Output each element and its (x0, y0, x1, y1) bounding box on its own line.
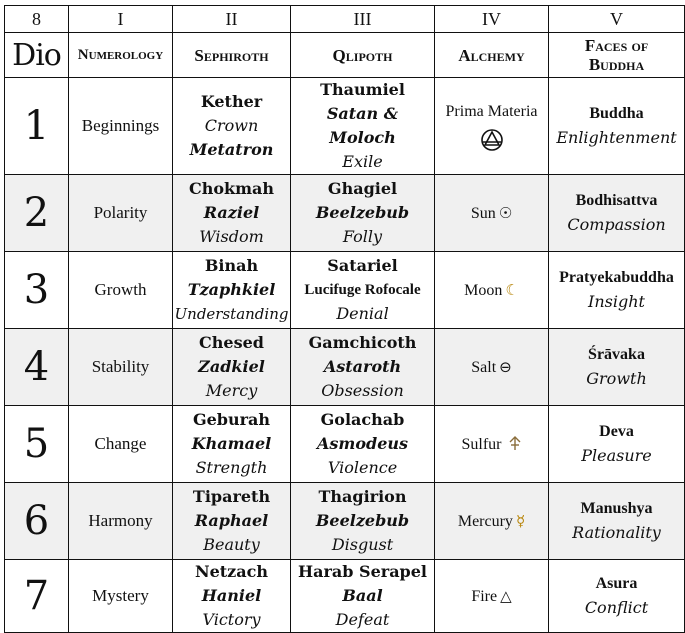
sephirah-meaning: Victory (202, 610, 261, 629)
prima-materia-icon (480, 128, 504, 152)
salt-icon: ⊖ (499, 357, 512, 376)
alchemy-name: Prima Materia (445, 103, 538, 120)
qlipoth-cell (291, 175, 435, 252)
buddha-cell (549, 252, 685, 329)
header-buddha-line1: Faces of (584, 36, 649, 55)
header-alchemy: Alchemy (435, 33, 549, 78)
buddha-cell (549, 175, 685, 252)
sephiroth-cell (173, 329, 291, 406)
numerology-cell: Stability (69, 329, 173, 406)
sephirah-angel: Haniel (201, 586, 262, 605)
sephirah-angel: Khamael (191, 434, 272, 453)
alchemy-cell (435, 406, 549, 483)
header-row (5, 33, 685, 78)
qlipah-vice: Exile (342, 152, 383, 171)
buddha-face: Manushya (580, 500, 653, 517)
qlipah-demon: Satan & Moloch (326, 104, 399, 147)
buddha-face: Śrāvaka (588, 346, 645, 363)
sephirah-name: Netzach (194, 562, 269, 581)
qlipah-vice: Disgust (331, 535, 394, 554)
header-qlipoth: Qlipoth (291, 33, 435, 78)
alchemy-cell (435, 175, 549, 252)
row-number: 1 (5, 78, 69, 175)
buddha-quality: Compassion (567, 215, 666, 234)
sephirah-meaning: Mercy (205, 381, 258, 400)
buddha-cell (549, 78, 685, 175)
sephiroth-cell (173, 175, 291, 252)
sephirah-meaning: Wisdom (199, 227, 264, 246)
roman-numeral-row (5, 6, 685, 33)
sephirah-name: Chesed (199, 333, 264, 352)
col-numeral-5: V (549, 6, 685, 33)
numerology-cell: Mystery (69, 560, 173, 633)
table-row (5, 78, 685, 175)
row-number: 3 (5, 252, 69, 329)
header-numerology: Numerology (69, 33, 173, 78)
qlipah-vice: Defeat (335, 610, 390, 629)
buddha-quality: Conflict (584, 598, 649, 617)
qlipah-name: Satariel (327, 256, 398, 275)
alchemy-cell (435, 78, 549, 175)
qlipoth-cell (291, 252, 435, 329)
qlipoth-cell (291, 560, 435, 633)
alchemy-name: Moon (464, 281, 503, 299)
sephirah-angel: Zadkiel (198, 357, 265, 376)
qlipah-vice: Violence (327, 458, 398, 477)
sephiroth-cell (173, 406, 291, 483)
col-numeral-4: IV (435, 6, 549, 33)
table-row (5, 252, 685, 329)
buddha-cell (549, 483, 685, 560)
sephirah-angel: Raziel (203, 203, 260, 222)
numerology-cell: Harmony (69, 483, 173, 560)
corner-cell: 8 (5, 6, 69, 33)
alchemy-name: Mercury (457, 512, 513, 530)
qlipah-vice: Folly (342, 227, 383, 246)
header-faces-of-buddha (549, 33, 685, 78)
buddha-cell (549, 406, 685, 483)
sephirah-angel: Metatron (189, 140, 274, 159)
alchemy-name: Sun (470, 204, 496, 222)
sephiroth-cell (173, 78, 291, 175)
row-number: 6 (5, 483, 69, 560)
qlipoth-cell (291, 329, 435, 406)
sephirah-meaning: Beauty (203, 535, 260, 554)
sun-icon: ☉ (498, 203, 513, 222)
mercury-icon: ☿ (515, 511, 526, 530)
numerology-cell: Beginnings (69, 78, 173, 175)
sephiroth-cell (173, 252, 291, 329)
sephirah-name: Chokmah (188, 179, 275, 198)
qlipah-name: Golachab (320, 410, 405, 429)
correspondence-table (4, 5, 685, 633)
col-numeral-1: I (69, 6, 173, 33)
sephirah-angel: Tzaphkiel (187, 280, 276, 299)
alchemy-cell (435, 483, 549, 560)
header-dio: Dio (5, 33, 69, 78)
header-sephiroth: Sephiroth (173, 33, 291, 78)
buddha-quality: Rationality (572, 523, 661, 542)
sephirah-name: Binah (204, 256, 259, 275)
buddha-face: Pratyekabuddha (559, 269, 674, 286)
buddha-quality: Pleasure (581, 446, 652, 465)
buddha-face: Asura (595, 575, 638, 592)
sulfur-icon (508, 435, 522, 451)
sephirah-name: Tipareth (192, 487, 271, 506)
qlipoth-cell (291, 483, 435, 560)
alchemy-name: Fire (471, 587, 498, 605)
qlipah-name: Thaumiel (320, 80, 405, 99)
sephirah-meaning: Strength (195, 458, 268, 477)
qlipah-demon: Asmodeus (316, 434, 409, 453)
fire-icon: △ (500, 586, 512, 605)
buddha-quality: Growth (586, 369, 647, 388)
qlipoth-cell (291, 406, 435, 483)
sephirah-name: Geburah (192, 410, 271, 429)
buddha-face: Bodhisattva (575, 192, 658, 209)
col-numeral-3: III (291, 6, 435, 33)
buddha-cell (549, 329, 685, 406)
table-row (5, 483, 685, 560)
qlipah-vice: Denial (336, 304, 389, 323)
numerology-cell: Polarity (69, 175, 173, 252)
qlipah-vice: Obsession (321, 381, 404, 400)
alchemy-name: Sulfur (461, 435, 502, 453)
qlipoth-cell (291, 78, 435, 175)
buddha-face: Buddha (589, 105, 644, 122)
sephirah-meaning: Crown (204, 116, 259, 135)
row-number: 4 (5, 329, 69, 406)
row-number: 7 (5, 560, 69, 633)
numerology-cell: Growth (69, 252, 173, 329)
qlipah-demon: Baal (342, 586, 383, 605)
sephirah-name: Kether (200, 92, 263, 111)
header-buddha-line2: Buddha (588, 55, 645, 74)
numerology-cell: Change (69, 406, 173, 483)
table-row (5, 329, 685, 406)
qlipah-name: Gamchicoth (308, 333, 417, 352)
sephirah-angel: Raphael (194, 511, 269, 530)
qlipah-name: Ghagiel (327, 179, 398, 198)
table-row (5, 175, 685, 252)
sephiroth-cell (173, 483, 291, 560)
alchemy-name: Salt (471, 358, 497, 376)
table-row (5, 406, 685, 483)
buddha-quality: Insight (588, 292, 645, 311)
col-numeral-2: II (173, 6, 291, 33)
buddha-quality: Enlightenment (556, 128, 677, 147)
alchemy-cell (435, 329, 549, 406)
buddha-face: Deva (599, 423, 634, 440)
row-number: 5 (5, 406, 69, 483)
sephirah-meaning: Understanding (174, 305, 289, 323)
qlipah-name: Harab Serapel (297, 562, 427, 581)
qlipah-name: Thagirion (318, 487, 407, 506)
sephiroth-cell (173, 560, 291, 633)
table-row (5, 560, 685, 633)
buddha-cell (549, 560, 685, 633)
alchemy-cell (435, 560, 549, 633)
qlipah-demon: Beelzebub (315, 203, 410, 222)
row-number: 2 (5, 175, 69, 252)
qlipah-demon: Beelzebub (315, 511, 410, 530)
moon-icon: ☾ (505, 280, 519, 299)
qlipah-demon: Astaroth (323, 357, 402, 376)
qlipah-demon: Lucifuge Rofocale (304, 282, 421, 298)
alchemy-cell (435, 252, 549, 329)
